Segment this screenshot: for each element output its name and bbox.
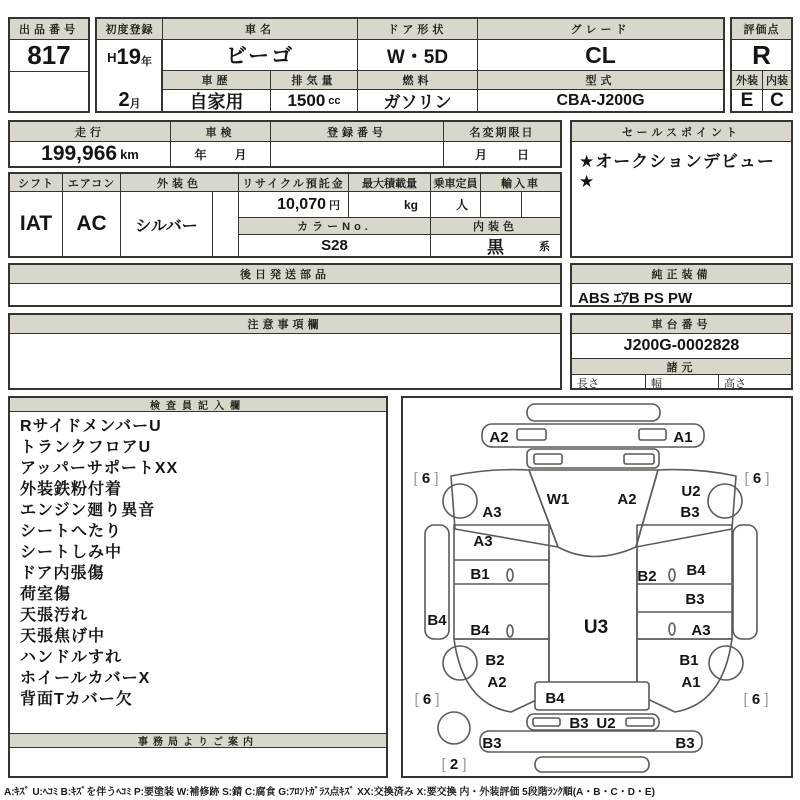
inspection-note: アッパーサポートXX (20, 460, 179, 477)
history-value: 自家用 (189, 91, 244, 112)
exterior-score-value: E (740, 89, 754, 111)
left-panel-dividers (454, 560, 549, 584)
grade-value: CL (477, 40, 723, 70)
inspection-note: シートへたり (20, 523, 123, 540)
tire-size-label: [ 6 ] (743, 691, 769, 708)
first-reg-label: 初度登録 (97, 19, 162, 40)
front-right-tire (708, 484, 742, 518)
model-code-value: CBA-J200G (477, 90, 723, 111)
spec-length-label: 長さ (577, 378, 599, 390)
interior-score-value: C (762, 90, 791, 111)
car-front-bumper (482, 424, 704, 447)
shift-label: シフト (10, 174, 62, 192)
tailgate-right-light (626, 718, 654, 726)
office-info-label: 事務局よりご案内 (10, 733, 386, 748)
reg-number-value (270, 142, 443, 166)
inspection-notes-list (20, 416, 380, 726)
inspection-note: 背面Tカバー欠 (20, 691, 133, 708)
mileage-value: 199,966 (41, 142, 118, 165)
model-code-label: 型式 (477, 70, 723, 90)
damage-code-label: B2 (485, 652, 505, 669)
spare-tire (438, 712, 470, 744)
int-color-suffix: 系 (539, 240, 550, 253)
lot-number-label: 出品番号 (10, 19, 88, 40)
ext-color-label: 外装色 (120, 174, 238, 192)
inspection-note: ハンドルすれ (20, 649, 123, 666)
damage-code-label: U2 (681, 483, 701, 500)
fuel-label: 燃料 (357, 70, 477, 90)
front-left-fender (451, 470, 558, 547)
int-color-label: 内装色 (430, 217, 560, 235)
color-no-label: カラーNo. (238, 217, 430, 235)
inspection-note: 外装鉄粉付着 (20, 481, 123, 498)
tire-size-label: [ 6 ] (414, 691, 440, 708)
front-bumper-left-light (517, 429, 546, 440)
left-rear-door-handle (507, 625, 513, 637)
right-front-door-handle (669, 569, 675, 581)
damage-code-label: A3 (691, 622, 711, 639)
tailgate-left-light (533, 718, 560, 726)
left-door-panel (454, 525, 549, 639)
first-reg-cell (97, 40, 162, 111)
later-parts-box (8, 263, 562, 307)
chassis-label: 車台番号 (572, 315, 791, 334)
lot-number-value: 817 (10, 40, 88, 72)
color-no-value: S28 (238, 235, 430, 256)
shaken-year-placeholder: 年 (194, 147, 207, 162)
damage-code-label: B1 (679, 652, 699, 669)
inspection-note: RサイドメンバーU (20, 418, 162, 435)
damage-code-label: B3 (569, 715, 589, 732)
payload-unit: kg (403, 197, 418, 212)
import-label: 輸入車 (480, 174, 560, 192)
front-bumper-right-light (639, 429, 666, 440)
car-bottom-strip (535, 757, 649, 772)
int-color-value: 黒 (487, 238, 504, 257)
import-cell-1 (480, 192, 521, 217)
shift-value: IAT (19, 212, 53, 235)
damage-code-label: A3 (473, 533, 493, 550)
displacement-value: 1500 (287, 90, 326, 110)
score-label: 評価点 (732, 19, 791, 40)
equipment-value: ABS ｴｱB PS PW (578, 290, 693, 307)
grille-left-light (534, 454, 562, 464)
tire-size-label: [ 2 ] (441, 756, 467, 773)
score-value: R (752, 39, 771, 70)
import-cell-2 (521, 192, 560, 217)
front-left-tire (443, 484, 477, 518)
damage-code-label: U2 (596, 715, 616, 732)
recycle-unit: 円 (329, 199, 340, 212)
payload-label: 最大積載量 (348, 174, 430, 192)
car-grille (527, 449, 659, 468)
damage-diagram-box (401, 396, 793, 778)
first-reg-year: 19 (116, 44, 141, 69)
damage-code-label: B4 (427, 612, 447, 629)
sales-point-value: ★オークションデビュー★ (579, 152, 775, 191)
sales-point-label: セールスポイント (572, 122, 791, 142)
grade-label: グレード (477, 19, 723, 40)
displacement-unit: cc (328, 94, 341, 107)
name-change-label: 名変期限日 (443, 122, 560, 142)
damage-code-label: U3 (583, 617, 609, 638)
vehicle-header-table (95, 17, 725, 113)
tire-size-label: [ 6 ] (413, 470, 439, 487)
first-reg-month: 2 (118, 88, 130, 111)
lot-number-box (8, 17, 90, 113)
damage-code-label: A2 (487, 674, 507, 691)
history-label: 車歴 (162, 70, 270, 90)
damage-code-label: B3 (675, 735, 695, 752)
damage-code-label: B4 (686, 562, 706, 579)
aircon-value: AC (62, 192, 120, 256)
inspection-note: 天張汚れ (20, 607, 89, 624)
damage-code-legend: A:ｷｽﾞ U:ﾍｺﾐ B:ｷｽﾞを伴うﾍｺﾐ P:要塗装 W:補修跡 S:錆 C:腐食 G:ﾌﾛﾝﾄｶﾞﾗｽ点ｷｽﾞ XX:交換済み X:要交換 内・外装評価 5段階ﾗﾝｸ順(A・B・C・D・E) (4, 787, 655, 798)
name-change-month-placeholder: 月 (474, 147, 487, 162)
evaluation-box (730, 17, 793, 113)
first-reg-era: H (107, 49, 117, 65)
spec-table (8, 172, 562, 258)
damage-code-label: B4 (545, 690, 565, 707)
mileage-unit: km (120, 146, 139, 162)
damage-code-label: B3 (482, 735, 502, 752)
damage-code-label: A1 (681, 674, 701, 691)
left-front-door-handle (507, 569, 513, 581)
right-rear-door-handle (669, 623, 675, 635)
specs-label: 諸元 (572, 358, 791, 375)
shaken-month-placeholder: 月 (234, 147, 247, 162)
inspection-note: トランクフロアU (20, 439, 152, 456)
inspection-note: ホイールカバーX (20, 670, 151, 687)
car-tailgate (527, 714, 659, 730)
interior-score-label: 内装 (762, 70, 791, 90)
damage-code-label: B2 (637, 568, 657, 585)
notes-box (8, 313, 562, 390)
capacity-label: 乗車定員 (430, 174, 480, 192)
damage-code-label: W1 (546, 491, 570, 508)
equipment-label: 純正装備 (572, 265, 791, 284)
mileage-table (8, 120, 562, 168)
tire-size-label: [ 6 ] (744, 470, 770, 487)
first-reg-month-unit: 月 (129, 98, 141, 110)
car-name-value: ビーゴ (162, 40, 357, 70)
ext-color-subcell (212, 192, 238, 256)
later-parts-label: 後日発送部品 (10, 265, 560, 284)
damage-code-label: B3 (680, 504, 700, 521)
equipment-box (570, 263, 793, 307)
ext-color-value: シルバー (120, 192, 212, 256)
mileage-label: 走行 (10, 122, 170, 142)
aircon-label: エアコン (62, 174, 120, 192)
chassis-value: J200G-0002828 (623, 337, 740, 354)
chassis-box (570, 313, 793, 390)
inspector-box (8, 396, 388, 778)
displacement-label: 排気量 (270, 70, 357, 90)
inspection-note: シートしみ中 (20, 544, 123, 561)
sales-point-box (570, 120, 793, 258)
name-change-day-placeholder: 日 (517, 147, 530, 162)
inspection-note: 荷室傷 (20, 586, 72, 603)
inspector-label: 検査員記入欄 (10, 398, 386, 412)
reg-number-label: 登録番号 (270, 122, 443, 142)
grille-right-light (624, 454, 654, 464)
spec-width-label: 幅 (645, 375, 718, 388)
right-rocker-panel (733, 525, 757, 639)
damage-code-label: A3 (482, 504, 502, 521)
damage-code-label: B3 (685, 591, 705, 608)
capacity-unit: 人 (455, 198, 468, 212)
recycle-value: 10,070 (277, 195, 326, 213)
inspection-note: 天張焦げ中 (20, 628, 106, 645)
inspection-note: ドア内張傷 (20, 565, 105, 582)
door-shape-value: W・5D (357, 40, 477, 70)
spec-height-label: 高さ (718, 375, 791, 388)
inspection-note: エンジン廻り異音 (20, 502, 156, 519)
shaken-label: 車検 (170, 122, 270, 142)
first-reg-year-unit: 年 (140, 56, 152, 68)
damage-code-label: B1 (470, 566, 490, 583)
car-outline (425, 404, 757, 772)
car-rear-bumper (480, 731, 702, 752)
damage-code-label: B4 (470, 622, 490, 639)
damage-code-label: A2 (489, 429, 509, 446)
exterior-score-label: 外装 (732, 70, 762, 90)
damage-code-label: A1 (673, 429, 693, 446)
recycle-label: リサイクル預託金 (238, 174, 348, 192)
car-front-strip (527, 404, 660, 421)
car-damage-diagram (403, 398, 791, 776)
fuel-value: ガソリン (357, 90, 477, 111)
damage-code-label: A2 (617, 491, 637, 508)
door-shape-label: ドア形状 (357, 19, 477, 40)
notes-label: 注意事項欄 (10, 315, 560, 334)
car-name-label: 車名 (162, 19, 357, 40)
